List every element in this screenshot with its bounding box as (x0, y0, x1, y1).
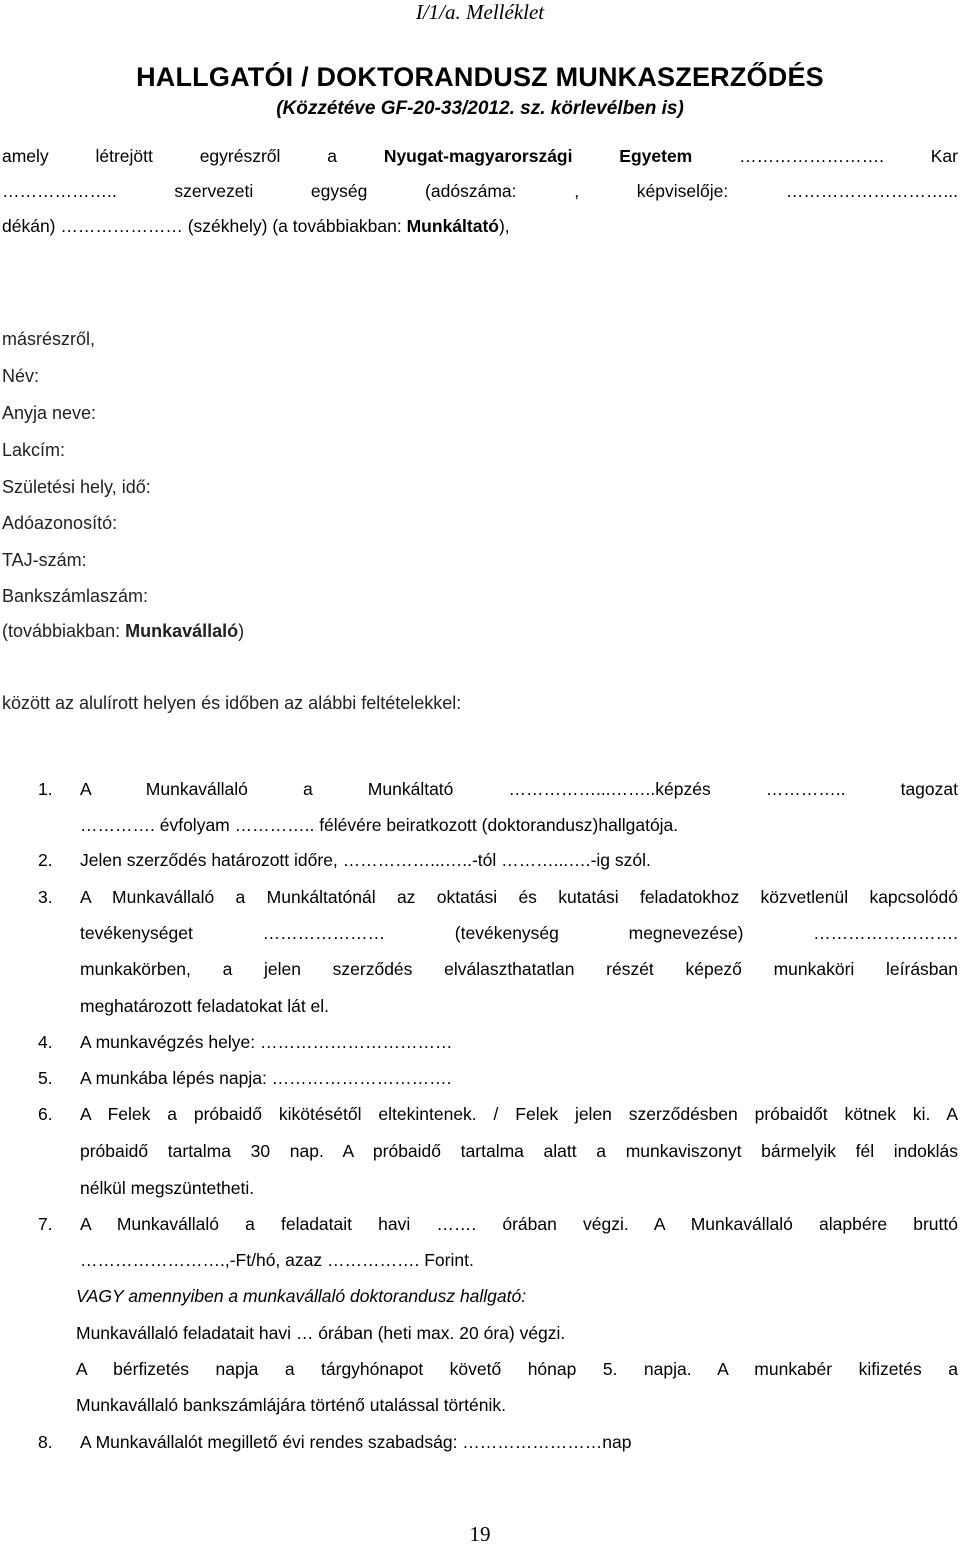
clause-7-alt-label: VAGY amennyiben a munkavállaló doktorandusz hallgató: (76, 1286, 527, 1306)
field-mother-name-label: Anyja neve: (2, 403, 97, 423)
field-taj-label: TAJ-szám: (2, 550, 87, 570)
field-birth-label: Születési hely, idő: (2, 477, 151, 497)
employee-term: Munkavállaló (125, 621, 239, 641)
clause-6-line-1: A Felek a próbaidő kikötésétől eltekintenek. / Felek jelen szerződésben próbaidőt kötnek ki. A (80, 1104, 958, 1124)
clause-5-text: A munkába lépés napja: …………………………. (80, 1068, 452, 1088)
clause-6-number: 6. (38, 1104, 53, 1124)
field-name-label: Név: (2, 366, 40, 386)
clause-1-number: 1. (38, 779, 53, 799)
employer-line-1-text: amely létrejött egyrészről a (2, 146, 337, 166)
clause-7-line-1: A Munkavállaló a feladatait havi ……. órában végzi. A Munkavállaló alapbére bruttó (80, 1214, 958, 1234)
employee-term-text: (továbbiakban: (2, 621, 121, 641)
clause-1-line-1: A Munkavállaló a Munkáltató ……………...……..képzés ………….. tagozat (80, 779, 958, 799)
employer-term: Munkáltató (406, 216, 499, 236)
employee-term-end: ) (238, 621, 245, 641)
university-name: Nyugat-magyarországi Egyetem (383, 146, 693, 166)
page-number: 19 (469, 1522, 491, 1546)
clause-7-line-2: …………………….,-Ft/hó, azaz ……………. Forint. (80, 1250, 474, 1270)
clause-5-number: 5. (38, 1068, 53, 1088)
employer-line-2: ……………….. szervezeti egység (adószáma: , képviselője: ………………………... (2, 181, 958, 201)
employer-line-3-text: dékán) ………………… (székhely) (a továbbiakban: (2, 216, 402, 236)
clause-7-number: 7. (38, 1214, 53, 1234)
clause-1-line-2: …………. évfolyam ………….. félévére beiratkozott (doktorandusz)hallgatója. (80, 815, 679, 835)
conditions-intro: között az alulírott helyen és időben az alábbi feltételekkel: (2, 693, 462, 713)
field-address-label: Lakcím: (2, 440, 66, 460)
clause-2-text: Jelen szerződés határozott időre, ……………...…..-tól ………...….-ig szól. (80, 850, 651, 870)
annex-label: I/1/a. Melléklet (415, 0, 545, 24)
clause-6-line-3: nélkül megszüntetheti. (80, 1178, 255, 1198)
employee-term-line (2, 621, 244, 642)
document-title: HALLGATÓI / DOKTORANDUSZ MUNKASZERZŐDÉS (136, 62, 824, 92)
employee-intro: másrészről, (2, 329, 96, 349)
clause-3-number: 3. (38, 887, 53, 907)
clause-7-alt-line: Munkavállaló feladatait havi … órában (heti max. 20 óra) végzi. (76, 1323, 566, 1343)
clause-2-number: 2. (38, 850, 53, 870)
employer-line-3-end: ), (498, 216, 510, 236)
employer-line-1 (2, 146, 958, 167)
clause-4-number: 4. (38, 1032, 53, 1052)
employer-line-3 (2, 216, 958, 237)
employer-faculty-blank: ……………………. Kar (739, 146, 958, 166)
clause-8-number: 8. (38, 1432, 53, 1452)
field-tax-id-label: Adóazonosító: (2, 513, 118, 533)
clause-8-text: A Munkavállalót megillető évi rendes szabadság: ……………………nap (80, 1432, 632, 1452)
clause-3-line-3: munkakörben, a jelen szerződés elválaszthatatlan részét képező munkaköri leírásban (80, 959, 958, 979)
clause-3-line-4: meghatározott feladatokat lát el. (80, 996, 330, 1016)
clause-7-pay-line-1: A bérfizetés napja a tárgyhónapot követő hónap 5. napja. A munkabér kifizetés a (76, 1359, 958, 1379)
clause-7-pay-line-2: Munkavállaló bankszámlájára történő utalással történik. (76, 1395, 506, 1415)
document-subtitle: (Közzétéve GF-20-33/2012. sz. körlevélben is) (276, 98, 684, 119)
clause-3-line-2: tevékenységet ………………… (tevékenység megnevezése) ……………………. (80, 923, 958, 943)
field-bank-account-label: Bankszámlaszám: (2, 586, 149, 606)
clause-6-line-2: próbaidő tartalma 30 nap. A próbaidő tartalma alatt a munkaviszonyt bármelyik fél indoklás (80, 1141, 958, 1161)
clause-4-text: A munkavégzés helye: …………………………… (80, 1032, 453, 1052)
clause-3-line-1: A Munkavállaló a Munkáltatónál az oktatási és kutatási feladatokhoz közvetlenül kapcsolódó (80, 887, 958, 907)
